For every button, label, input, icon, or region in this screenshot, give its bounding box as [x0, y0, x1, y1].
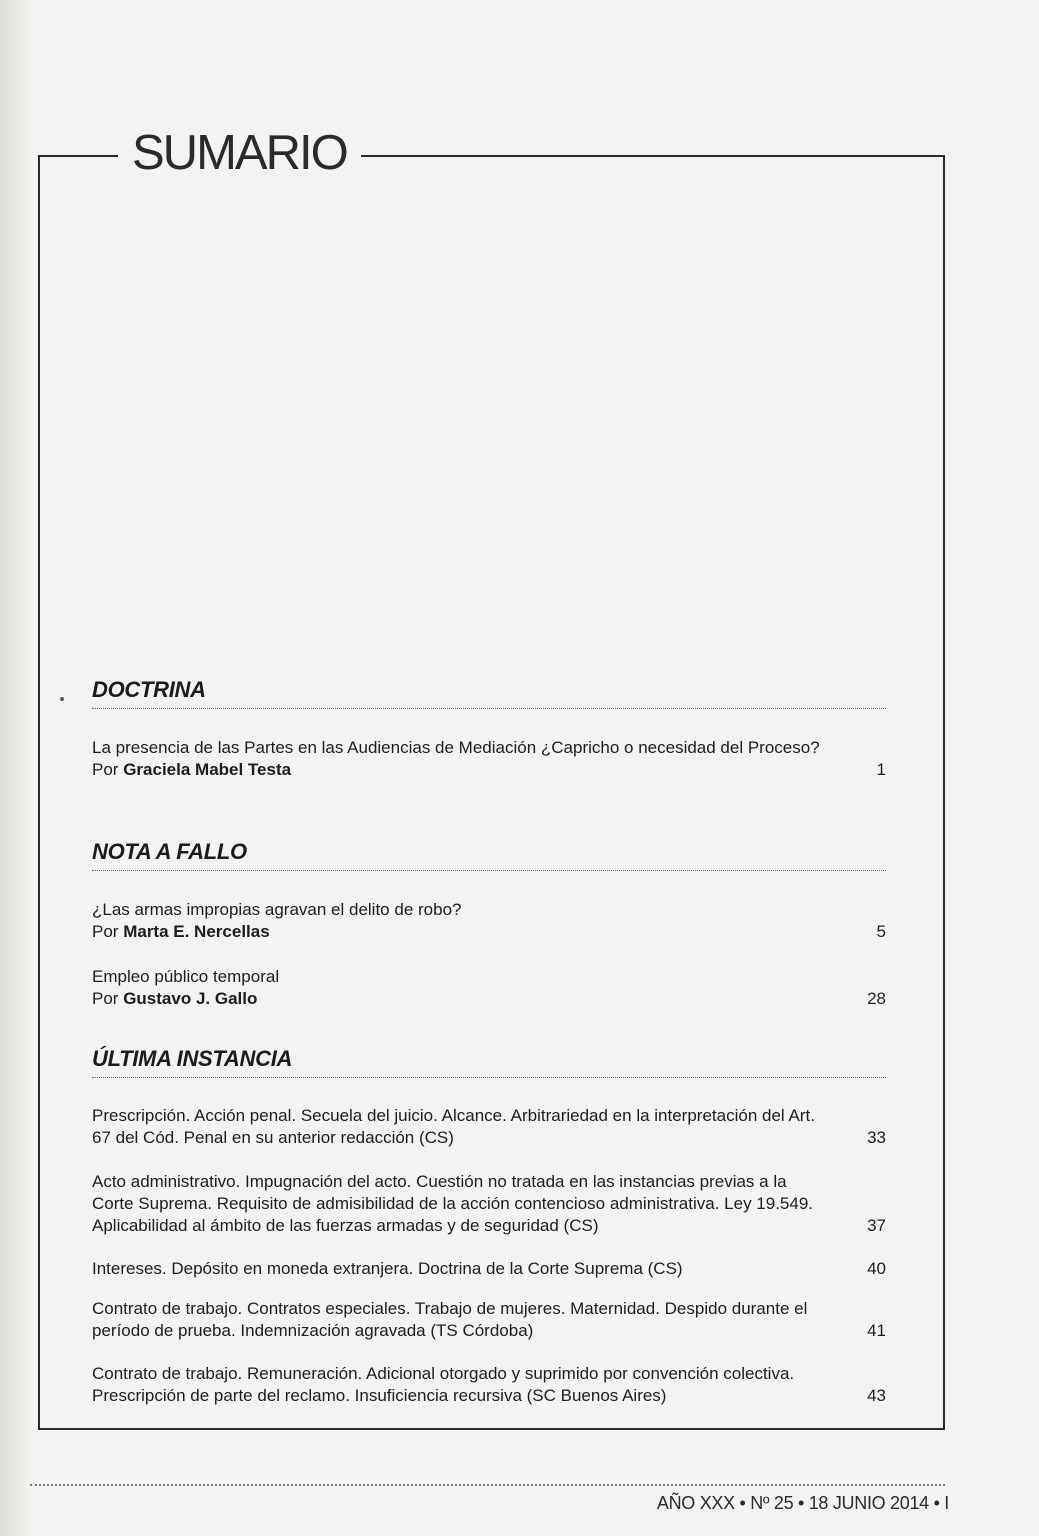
- page-title: SUMARIO: [132, 126, 347, 180]
- toc-entry[interactable]: [92, 1258, 886, 1280]
- entry-author: Marta E. Nercellas: [123, 922, 270, 941]
- entry-author: Gustavo J. Gallo: [123, 989, 258, 1008]
- entry-page-number: 43: [867, 1386, 886, 1405]
- section-nota-a-fallo: [92, 838, 886, 871]
- entry-byline: Por Marta E. Nercellas: [92, 922, 270, 941]
- entry-title: Acto administrativo. Impugnación del acto. Cuestión no tratada en las instancias previas a la Corte Suprema. Requisito de admisibilidad de la acción contencioso administrativa. Ley 19.549. Aplicabilidad al ámbito de las fuerzas armadas y de seguridad (CS): [92, 1172, 814, 1235]
- entry-page-number: 37: [867, 1216, 886, 1235]
- entry-title: Contrato de trabajo. Remuneración. Adicional otorgado y suprimido por convención colectiva. Prescripción de parte del reclamo. Insuficiencia recursiva (SC Buenos Aires): [92, 1364, 795, 1405]
- toc-entry[interactable]: [92, 1363, 886, 1407]
- title-container: [118, 122, 361, 184]
- section-doctrina: [92, 676, 886, 709]
- entry-byline: Por Graciela Mabel Testa: [92, 760, 292, 779]
- dotted-divider: [92, 870, 886, 871]
- toc-entry[interactable]: [92, 1171, 886, 1237]
- summary-frame: [38, 155, 945, 1430]
- entry-title: ¿Las armas impropias agravan el delito de robo?: [92, 900, 462, 919]
- toc-entry[interactable]: [92, 737, 886, 781]
- entry-title: Intereses. Depósito en moneda extranjera. Doctrina de la Corte Suprema (CS): [92, 1259, 683, 1278]
- toc-entry[interactable]: [92, 899, 886, 943]
- page-edge-shadow: [0, 0, 32, 1536]
- entry-title: La presencia de las Partes en las Audiencias de Mediación ¿Capricho o necesidad del Proceso?: [92, 738, 820, 757]
- entry-page-number: 40: [867, 1259, 886, 1278]
- entry-author: Graciela Mabel Testa: [123, 760, 292, 779]
- dotted-divider: [92, 1077, 886, 1078]
- section-title: NOTA A FALLO: [92, 839, 247, 864]
- stray-mark: [60, 697, 64, 701]
- entry-title: Contrato de trabajo. Contratos especiales. Trabajo de mujeres. Maternidad. Despido durante el período de prueba. Indemnización agravada (TS Córdoba): [92, 1299, 808, 1340]
- toc-entry[interactable]: [92, 966, 886, 1010]
- footer-divider: [30, 1484, 945, 1486]
- section-title: DOCTRINA: [92, 677, 206, 702]
- section-title: ÚLTIMA INSTANCIA: [92, 1046, 293, 1071]
- dotted-divider: [92, 708, 886, 709]
- entry-page-number: 41: [867, 1321, 886, 1340]
- entry-page-number: 5: [876, 922, 886, 941]
- entry-title: Empleo público temporal: [92, 967, 280, 986]
- entry-page-number: 1: [876, 760, 886, 779]
- entry-byline: Por Gustavo J. Gallo: [92, 989, 258, 1008]
- toc-entry[interactable]: [92, 1298, 886, 1342]
- section-ultima-instancia: [92, 1045, 886, 1078]
- issue-footer: AÑO XXX • Nº 25 • 18 JUNIO 2014 • I: [656, 1493, 949, 1513]
- entry-page-number: 28: [867, 989, 886, 1008]
- toc-entry[interactable]: [92, 1105, 886, 1149]
- entry-page-number: 33: [867, 1128, 886, 1147]
- entry-title: Prescripción. Acción penal. Secuela del juicio. Alcance. Arbitrariedad en la interpretación del Art. 67 del Cód. Penal en su anterior redacción (CS): [92, 1106, 815, 1147]
